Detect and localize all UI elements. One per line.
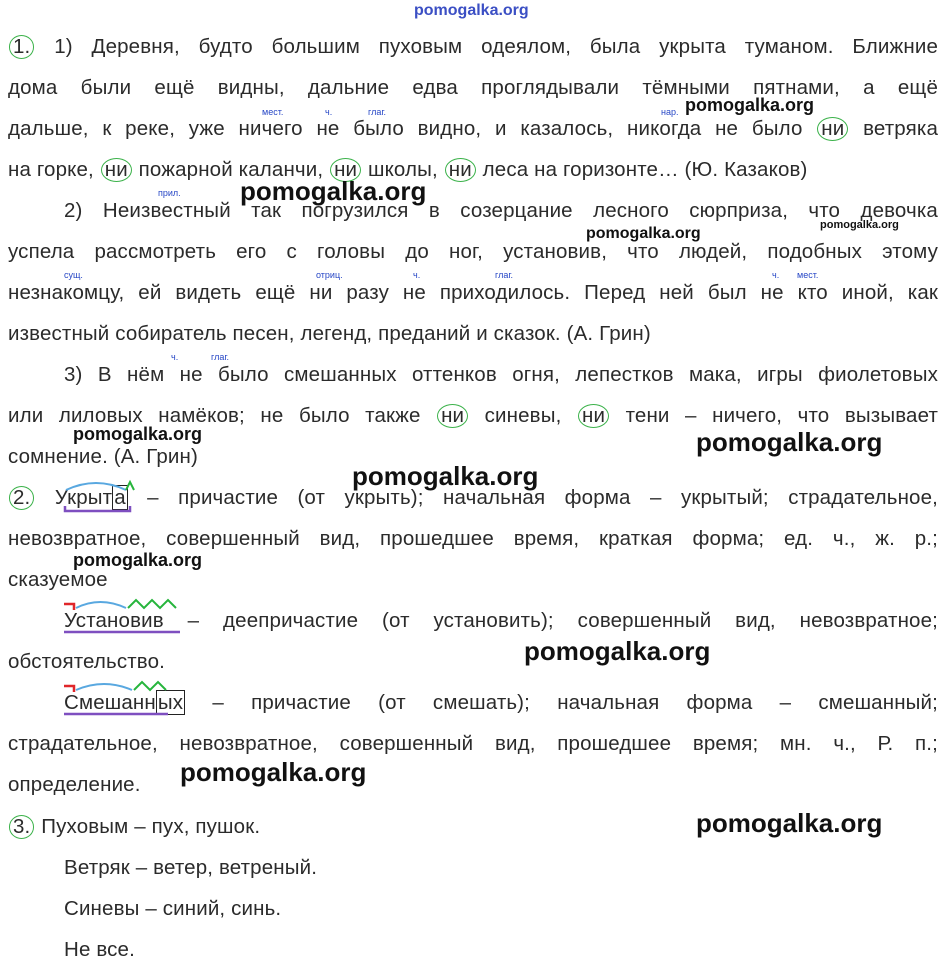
- annotation: мест.: [262, 107, 284, 117]
- p3-line-1: 3) В нём не было смешанных оттенков огня, лепестков мака, игры фиолетовых: [64, 363, 938, 386]
- task-number-3: 3.: [9, 815, 34, 839]
- text: или лиловых намёков; не было также: [8, 404, 437, 427]
- a3-line-1: [8, 815, 260, 839]
- annotation: ч.: [325, 107, 333, 117]
- watermark-top: pomogalka.org: [414, 2, 529, 19]
- morpheme-marks-ustanoviv: [60, 596, 190, 636]
- text: – деепричастие (от установить); совершенный вид, невозвратное;: [163, 609, 938, 632]
- annotation: ч.: [772, 270, 780, 280]
- watermark: pomogalka.org: [820, 219, 899, 231]
- morpheme-ending: а: [114, 486, 126, 509]
- ni-particle: ни: [101, 158, 132, 182]
- annotation: ч.: [413, 270, 421, 280]
- text: тени – ничего, что вызывает: [610, 404, 938, 427]
- text: синевы,: [469, 404, 577, 427]
- ni-particle: ни: [330, 158, 361, 182]
- p2-line-3: незнакомцу, ей видеть ещё ни разу не приходилось. Перед ней был не кто иной, как: [8, 281, 938, 304]
- annotation: прил.: [158, 188, 181, 198]
- watermark: pomogalka.org: [696, 427, 883, 457]
- text: на горке,: [8, 158, 100, 181]
- p1-line-2: дома были ещё видны, дальние едва проглядывали тёмными пятнами, а ещё: [8, 76, 938, 99]
- p2-line-4: известный собиратель песен, легенд, преданий и сказок. (А. Грин): [8, 322, 651, 345]
- p2-line-2: успела рассмотреть его с головы до ног, установив, что людей, подобных этому: [8, 240, 938, 263]
- annotation: глаг.: [495, 270, 514, 280]
- watermark: pomogalka.org: [696, 808, 883, 838]
- text: ветряка: [849, 117, 938, 140]
- text: Пуховым – пух, пушок.: [35, 815, 261, 838]
- ni-particle: ни: [817, 117, 848, 141]
- annotation: ч.: [171, 352, 179, 362]
- a2-line-3: сказуемое: [8, 568, 108, 591]
- watermark: pomogalka.org: [73, 550, 203, 570]
- text: леса на горизонте… (Ю. Казаков): [476, 158, 808, 181]
- morpheme-ending: ых: [157, 691, 184, 714]
- watermark: pomogalka.org: [586, 225, 701, 242]
- watermark: pomogalka.org: [524, 636, 711, 666]
- a3-line-4: Не все.: [64, 938, 135, 961]
- watermark: pomogalka.org: [352, 461, 539, 491]
- ni-particle: ни: [437, 404, 468, 428]
- p3-line-3: сомнение. (А. Грин): [8, 445, 198, 468]
- a3-line-3: Синевы – синий, синь.: [64, 897, 282, 920]
- a3-line-2: Ветряк – ветер, ветреный.: [64, 856, 318, 879]
- text: школы,: [362, 158, 444, 181]
- p1-line-1: [8, 35, 938, 59]
- task-number-2: 2.: [9, 486, 34, 510]
- a2-line-2: невозвратное, совершенный вид, прошедшее время, краткая форма; ед. ч., ж. р.;: [8, 527, 938, 550]
- ni-particle: ни: [578, 404, 609, 428]
- word-ustanoviv: Установив: [64, 609, 164, 632]
- text: – причастие (от укрыть); начальная форма – укрытый; страдательное,: [127, 486, 938, 509]
- text: пожарной каланчи,: [132, 158, 330, 181]
- a2-line-8: определение.: [8, 773, 141, 796]
- p2-line-1: 2) Неизвестный так погрузился в созерцание лесного сюрприза, что девочка: [64, 199, 938, 222]
- ni-particle: ни: [445, 158, 476, 182]
- annotation: отриц.: [316, 270, 343, 280]
- p1-line-3: [8, 117, 938, 141]
- a2-line-4: [64, 609, 938, 633]
- text: дальше, к реке, уже ничего не было видно, и казалось, никогда не было: [8, 117, 817, 140]
- annotation: нар.: [661, 107, 679, 117]
- morpheme-marks-smeshannyh: [60, 678, 210, 718]
- text: 1) Деревня, будто большим пуховым одеялом, была укрыта туманом. Ближние: [35, 35, 938, 58]
- morpheme-root: Укрыт: [35, 486, 113, 509]
- watermark: pomogalka.org: [73, 424, 203, 444]
- annotation: сущ.: [64, 270, 83, 280]
- annotation: мест.: [797, 270, 819, 280]
- word-smeshann: Смешанн: [64, 691, 156, 714]
- watermark: pomogalka.org: [180, 757, 367, 787]
- a2-line-7: страдательное, невозвратное, совершенный вид, прошедшее время; мн. ч., Р. п.;: [8, 732, 938, 755]
- morpheme-marks-ukryta: [60, 478, 150, 518]
- annotation: глаг.: [368, 107, 387, 117]
- watermark: pomogalka.org: [685, 95, 815, 115]
- watermark: pomogalka.org: [240, 176, 427, 206]
- task-number-1: 1.: [9, 35, 34, 59]
- text: – причастие (от смешать); начальная форма – смешанный;: [185, 691, 938, 714]
- annotation: глаг.: [211, 352, 230, 362]
- a2-line-5: обстоятельство.: [8, 650, 165, 673]
